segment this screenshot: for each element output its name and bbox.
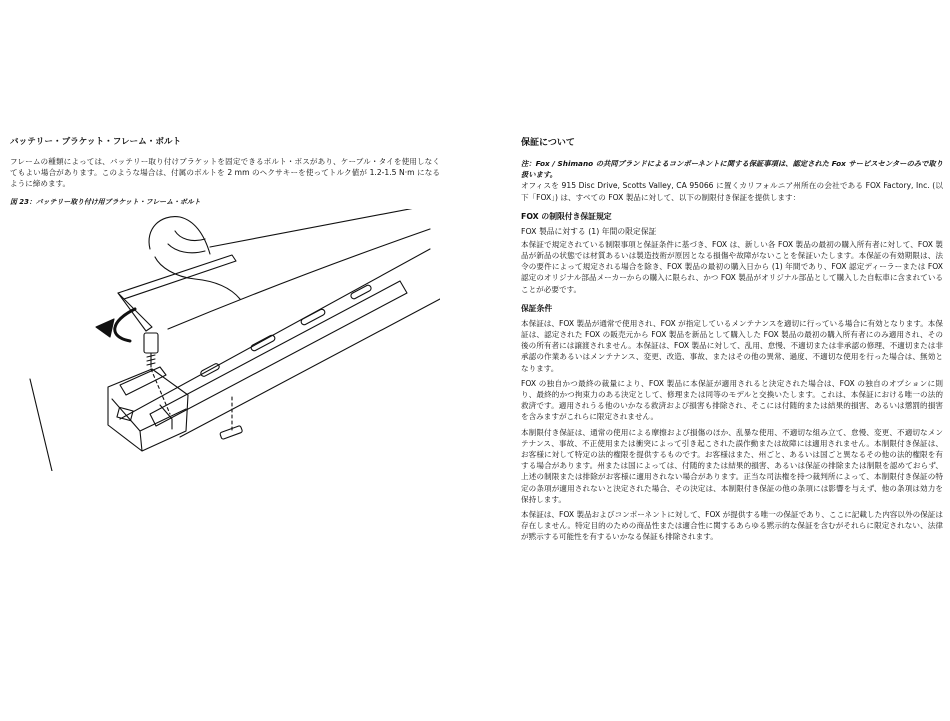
limited-warranty-heading: FOX の制限付き保証規定 [521, 211, 612, 221]
section-heading: バッテリー・ブラケット・フレーム・ボルト [10, 137, 182, 147]
conditions-paragraph-3: 本制限付き保証は、通常の使用による摩擦および損傷のほか、乱暴な使用、不適切な組み立て、怠慢、変更、不適切なメンテナンス、事故、不正使用または衝突によって引き起こされた誤作動または故障には適用されません。本制限付き保証は、お客様に対して特定の法的権限を提供するものです。お客様はまた、州ごと、あるいは国ごと異なるその他の法的権限を有する場合があります。州または国によっては、付随的または結果的損害、あるいは保証の排除または制限を認めておらず、上述の制限または排除がお客様に適用されない場合があります。正当な司法権を持つ裁判所によって、本制限付き保証の特定の条項が適用されないと決定された場合、その決定は、本制限付き保証の他の条項には影響を与えず、他の条項は効力を保持します。 [521, 427, 943, 504]
conditions-paragraph-1: 本保証は、FOX 製品が通常で使用され、FOX が指定しているメンテナンスを適切に行っている場合に有効となります。本保証は、認定された FOX の販売元から FOX 製品を新品として購入した FOX 製品の最初の購入所有者にのみ適用され、その後の所有者には譲渡されません。本保証は、FOX 製品に対して、乱用、怠慢、不適切または非承認の修理、不適切または非承認の作業あるいはメンテナンス、変更、改造、事故、またはその他の異常、過度、不適切な使用を行った場合は、無効となります。 [521, 318, 943, 373]
cobrand-note: 注：Fox / Shimano の共同ブランドによるコンポーネントに関する保証事項は、認定された Fox サービスセンターのみで取り扱います。 [521, 159, 943, 180]
limited-warranty-subheading: FOX 製品に対する (1) 年間の限定保証 [521, 226, 657, 236]
limited-warranty-body: 本保証で規定されている制限事項と保証条件に基づき、FOX は、新しい各 FOX 製品の最初の購入所有者に対して、FOX 製品が新品の状態では材質あるいは製造技術が原因となる損傷や故障がないことを保証いたします。本保証の有効期限は、法令の要件によって規定される場合を除き、FOX 製品の最初の購入日から (1) 年間であり、FOX 認定ディーラーまたは FOX 認定のオリジナル部品メーカーからの購入に限られ、かつ FOX 製品がオリジナル部品として購入した自転車に含まれていることが必要です。 [521, 239, 943, 294]
warranty-intro: オフィスを 915 Disc Drive, Scotts Valley, CA 95066 に置くカリフォルニア州所在の会社である FOX Factory, Inc. (以下「FOX」) は、すべての FOX 製品に対して、以下の制限付き保証を提供します： [521, 181, 943, 202]
battery-bracket-illustration [0, 209, 440, 471]
conditions-paragraph-2: FOX の独自かつ最終の裁量により、FOX 製品に本保証が適用されると決定された場合は、FOX の独自のオプションに則り、最終的かつ拘束力のある決定として、修理または同等のモデルと交換いたします。これは、本保証における唯一の法的救済です。適用されうる他のいかなる救済および損害も排除され、そこには付随的または結果的損害、あるいは懲罰的損害を含みますがこれらに限定されません。 [521, 378, 943, 422]
conditions-paragraph-4: 本保証は、FOX 製品およびコンポーネントに対して、FOX が提供する唯一の保証であり、ここに記載した内容以外の保証は存在しません。特定目的のための商品性または適合性に関するあらゆる黙示的な保証を含むがそれらに限定されない、法律が黙示する可能性を有するいかなる保証も排除されます。 [521, 510, 943, 542]
warranty-title: 保証について [521, 138, 575, 148]
bolt-instruction-paragraph: フレームの種類によっては、バッテリー取り付けブラケットを固定できるボルト・ボスがあり、ケーブル・タイを使用しなくてもよい場合があります。このような場合は、付属のボルトを 2 mm のヘクサキーを使ってトルク値が 1.2-1.5 N·m になるように締めます。 [10, 157, 440, 189]
right-page-column [521, 137, 943, 543]
left-page-column [10, 137, 440, 207]
figure-caption: 図 23：バッテリー取り付け用ブラケット・フレーム・ボルト [10, 197, 201, 206]
conditions-heading: 保証条件 [521, 303, 553, 313]
